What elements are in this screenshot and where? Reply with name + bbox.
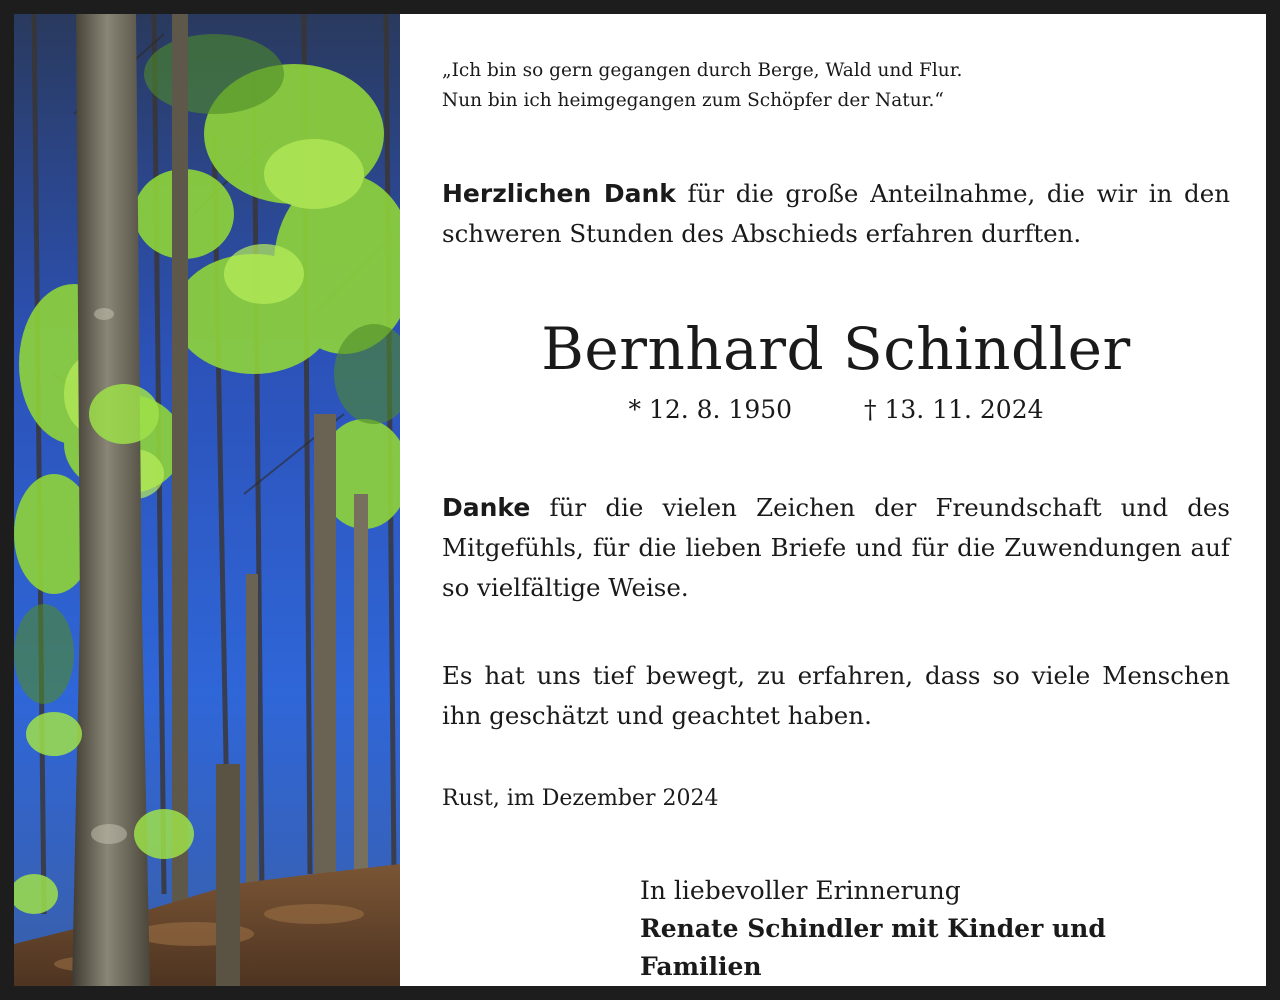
place-date: Rust, im Dezember 2024: [442, 786, 719, 811]
danke-text: für die vielen Zeichen der Freundschaft und des Mitgefühls, für die lieben Briefe und für die Zuwendungen auf so vielfältige Weise.: [442, 493, 1230, 602]
thanks-heading: Herzlichen Dank: [442, 179, 676, 208]
moved-paragraph: Es hat uns tief bewegt, zu erfahren, dass so viele Menschen ihn geschätzt und geachtet haben.: [442, 661, 1230, 730]
birth-date: * 12. 8. 1950: [628, 395, 793, 424]
notice-text: [442, 14, 1230, 986]
obituary-notice: [14, 14, 1266, 986]
quote-line-1: „Ich bin so gern gegangen durch Berge, Wald und Flur.: [442, 60, 963, 81]
signature-intro: In liebevoller Erinnerung: [640, 876, 961, 905]
danke-heading: Danke: [442, 493, 531, 522]
forest-illustration: [14, 14, 400, 986]
poem-quote: [442, 56, 1230, 116]
signature-family: Renate Schindler mit Kinder und Familien: [640, 914, 1106, 981]
forest-photo: [14, 14, 400, 986]
death-date: † 13. 11. 2024: [864, 395, 1044, 424]
signature-block: [640, 872, 1230, 986]
thanks-text: für die große Anteilnahme, die wir in den schweren Stunden des Abschieds erfahren durften.: [442, 179, 1230, 248]
danke-paragraph: [442, 488, 1230, 608]
thanks-paragraph: [442, 174, 1230, 254]
life-dates: [442, 392, 1230, 428]
quote-line-2: Nun bin ich heimgegangen zum Schöpfer der Natur.“: [442, 90, 944, 111]
deceased-name: Bernhard Schindler: [541, 315, 1131, 383]
